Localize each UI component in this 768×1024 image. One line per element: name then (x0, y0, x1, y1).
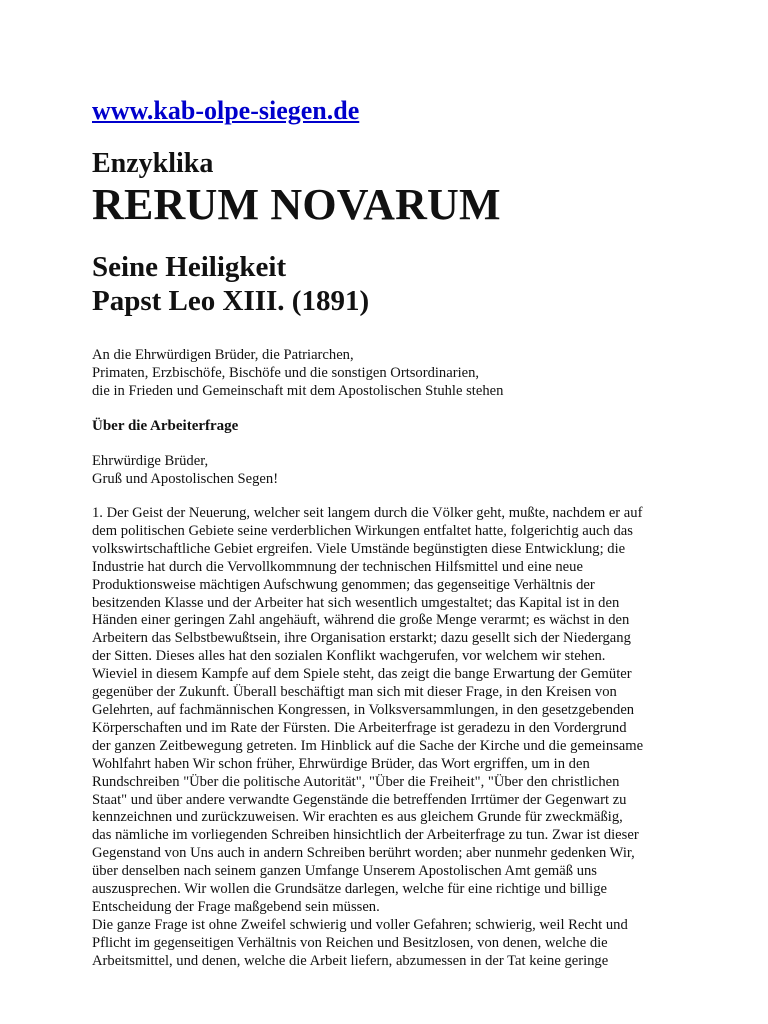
text-line: dem politischen Gebiete seine verderblichen Wirkungen entfaltet hatte, folgerichtig auch das (92, 522, 633, 539)
document-page (92, 96, 692, 971)
text-line: Gegenstand von Uns auch in andern Schreiben berührt worden; aber nunmehr gedenken Wir, (92, 845, 635, 862)
text-line: besitzenden Klasse und der Arbeiter hat sich wesentlich umgestaltet; das Kapital ist in den (92, 594, 620, 611)
greeting-line: Gruß und Apostolischen Segen! (92, 471, 279, 487)
text-line: 1. Der Geist der Neuerung, welcher seit langem durch die Völker geht, mußte, nachdem er auf (92, 505, 643, 521)
author-block (92, 250, 692, 318)
text-line: Die ganze Frage ist ohne Zweifel schwierig und voller Gefahren; schwierig, weil Recht und (92, 916, 628, 933)
text-line: Wieviel in diesem Kampfe auf dem Spiele steht, das zeigt die bange Erwartung der Gemüter (92, 666, 632, 683)
text-line: Körperschaften und im Rate der Fürsten. Die Arbeiterfrage ist geradezu in den Vordergrund (92, 719, 627, 736)
document-kicker: Enzyklika (92, 148, 214, 179)
text-line: kennzeichnen und zurückzuweisen. Wir erachten es aus gleichem Grunde für zweckmäßig, (92, 809, 623, 826)
text-line: Pflicht im gegenseitigen Verhältnis von Reichen und Besitzlosen, von denen, welche die (92, 934, 608, 951)
text-line: gegenüber der Zukunft. Überall beschäftigt man sich mit dieser Frage, in den Kreisen von (92, 684, 617, 701)
document-title: RERUM NOVARUM (92, 180, 501, 229)
greeting-line: Ehrwürdige Brüder, (92, 453, 209, 469)
author-line-1: Seine Heiligkeit (92, 251, 287, 283)
text-line: Entscheidung der Frage maßgebend sein müssen. (92, 898, 380, 915)
text-line: Arbeitern das Selbstbewußtsein, ihre Organisation erstarkt; dazu gesellt sich der Niedergang (92, 630, 631, 647)
text-line: Gelehrten, auf fachmännischen Kongressen, in Volksversammlungen, in den gesetzgebenden (92, 701, 635, 718)
address-line: die in Frieden und Gemeinschaft mit dem Apostolischen Stuhle stehen (92, 383, 504, 399)
text-line: über denselben nach seinem ganzen Umfange Unserem Apostolischen Amt gemäß uns (92, 863, 597, 880)
greeting-block (92, 452, 692, 488)
text-line: Händen einer geringen Zahl angehäuft, während die große Menge verarmt; es wächst in den (92, 612, 630, 629)
text-line: volkswirtschaftliche Gebiet ergreifen. Viele Umstände begünstigten diese Entwicklung; die (92, 540, 626, 557)
text-line: Rundschreiben "Über die politische Autorität", "Über die Freiheit", "Über den christlichen (92, 773, 620, 790)
text-line: auszusprechen. Wir wollen die Grundsätze darlegen, welche für eine richtige und billige (92, 881, 607, 898)
address-line: An die Ehrwürdigen Brüder, die Patriarchen, (92, 347, 354, 363)
text-line: Industrie hat durch die Vervollkommnung der technischen Hilfsmittel und eine neue (92, 558, 583, 575)
website-link[interactable]: www.kab-olpe-siegen.de (92, 96, 360, 125)
body-paragraph (92, 505, 692, 971)
text-line: Arbeitsmittel, und denen, welche die Arbeit liefern, abzumessen in der Tat keine geringe (92, 952, 609, 969)
text-line: Produktionsweise mächtigen Aufschwung genommen; das gegenseitige Verhältnis der (92, 576, 595, 593)
text-line: das nämliche im vorliegenden Schreiben hinsichtlich der Arbeiterfrage zu tun. Zwar ist dieser (92, 827, 639, 844)
text-line: Wohlfahrt haben Wir schon früher, Ehrwürdige Brüder, das Wort ergriffen, um in den (92, 755, 590, 772)
text-line: der ganzen Zeitbewegung getreten. Im Hinblick auf die Sache der Kirche und die gemeinsame (92, 737, 644, 754)
author-line-2: Papst Leo XIII. (1891) (92, 285, 370, 317)
text-line: der Sitten. Dieses alles hat den sozialen Konflikt wachgerufen, vor welchem wir stehen. (92, 648, 606, 665)
text-line: Staat" und über andere verwandte Gegenstände die betreffenden Irrtümer der Gegenwart zu (92, 791, 627, 808)
address-block (92, 346, 692, 400)
address-line: Primaten, Erzbischöfe, Bischöfe und die sonstigen Ortsordinarien, (92, 365, 480, 381)
section-heading: Über die Arbeiterfrage (92, 418, 239, 434)
